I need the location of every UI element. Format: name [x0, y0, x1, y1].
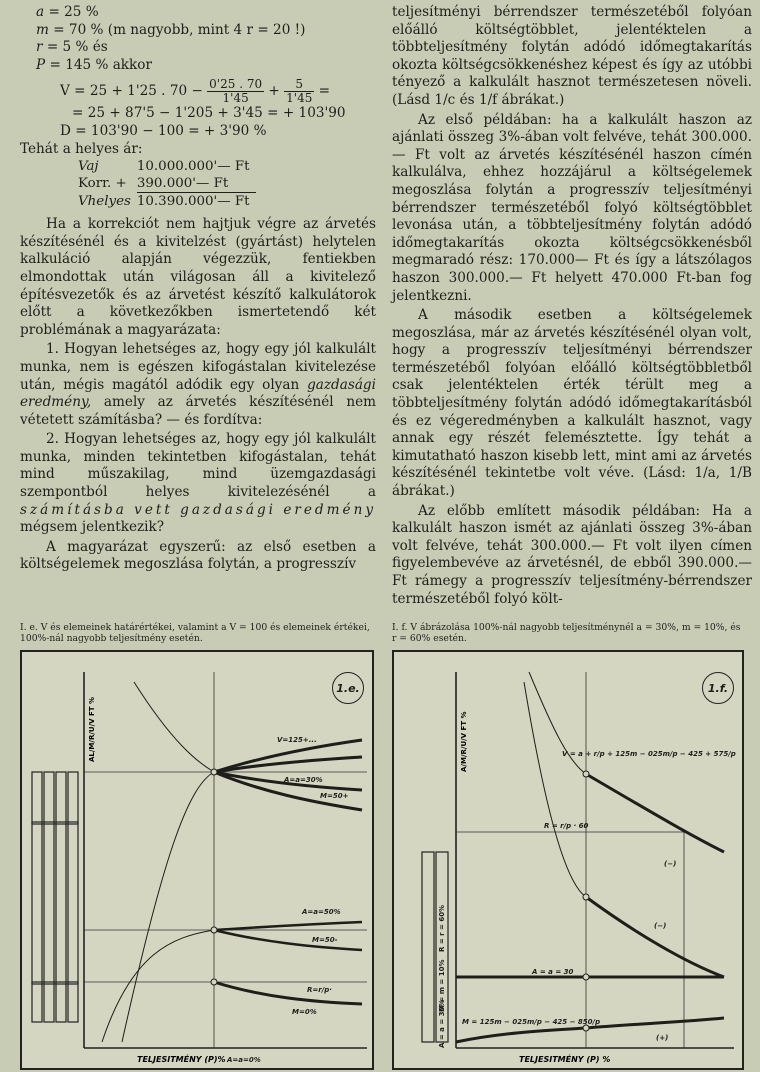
figure-plot [20, 650, 374, 1070]
y-axis-label: AL/M/R/U/V FT % [88, 696, 96, 762]
fraction-2: $\frac{5}{1'45}$ [286, 77, 313, 106]
sign-label: (−) [654, 922, 667, 930]
formula-v-result: = 25 + 87'5 − 1'205 + 3'45 = + 103'90 [72, 105, 346, 122]
curve-label: M = 125m − 025m/p − 425 − 850/p [462, 1018, 601, 1026]
curve-label: V = a + r/p + 125m − 025m/p − 425 + 575/p [562, 750, 736, 758]
curve-label: A = a = 30 [532, 968, 574, 976]
right-text-column [392, 4, 752, 608]
param-r: r = 5 % és [36, 39, 108, 56]
side-label: A = a = 30% [438, 999, 446, 1048]
curve-label: V=125+... [277, 736, 317, 744]
param-m: m = 70 % (m nagyobb, mint 4 r = 20 !) [36, 21, 306, 38]
figure-1e-svg [22, 652, 372, 1064]
figure-caption: I. e. V és elemeinek határértékei, valamint a V = 100 és elemeinek értékei, 100%-nál nagyobb teljesítmény esetén. [20, 622, 370, 644]
figure-badge: 1.e. [332, 672, 364, 704]
price-table [78, 158, 256, 210]
price-row: Korr. + 390.000'— Ft [78, 175, 256, 193]
formula-v: V = 25 + 1'25 . 70 − $\frac{0'25 . 70}{1'45}$ + $\frac{5}{1'45}$ = [60, 77, 331, 106]
curve-label: A=a=30% [284, 776, 323, 784]
question-1: 1. Hogyan lehetséges az, hogy egy jól kalkulált munka, nem is egészen kifogástalan kivitelezése után, mégis magától adódik egy olyan gazdasági eredmény, amely az árvetés készítésénél nem vétetett számításba? — és fordítva: [20, 341, 377, 428]
formula-d: D = 103'90 − 100 = + 3'90 % [60, 122, 267, 139]
question-2: 2. Hogyan lehetséges az, hogy egy jól kalkulált munka, minden tekintetben kifogástalan, tehát mind műszakilag, mind üzemgazdasági szempontból helyes kivitelezésénél a számításba vett gazdasági eredmény mégsem jelentkezik? [20, 431, 377, 536]
left-text-column [20, 4, 376, 574]
curve-label: A=a=50% [302, 908, 341, 916]
parameter-list [36, 4, 376, 74]
y-axis-label: A/M/R/U/V FT % [460, 711, 468, 772]
side-labels [438, 905, 446, 1048]
paragraph: teljesítményi bérrendszer természetéből folyóan előálló költségtöbblet, jelentéktelen a többteljesítmény folytán adódó időmegtakarítás okozta költségcsökkenéshez képest és így az utóbbi tényező a kalkulált hasznot természetesen növeli. (Lásd 1/c és 1/f ábrákat.) [392, 4, 752, 108]
sign-label: (+) [656, 1034, 669, 1042]
price-row: Vaj 10.000.000'— Ft [78, 159, 250, 175]
paragraph: Az első példában: ha a kalkulált haszon az ajánlati összeg 3%-ában volt felvéve, tehát 300.000.— Ft volt az árvetés készítésénél haszon címén kalkulálva, ehhez hozzájárul a költségelemek megoszlása folytán a progresszív teljesítményi bérrendszer természetéből folyó költségtöbblet levonása után, a többteljesítmény folytán adódó időmegtakarítás okozta költségcsökkenésből megmaradó rész: 170.000— Ft és így a látszólagos haszon 300.000.— Ft helyett 470.000 Ft-ban fog jelentkezni. [392, 111, 752, 304]
figure-badge: 1.f. [702, 672, 734, 704]
sign-label: (−) [664, 860, 677, 868]
figure-plot [392, 650, 744, 1070]
paragraph: A második esetben a költségelemek megoszlása, már az árvetés készítésénél olyan volt, hogy a progresszív teljesítményi bérrendszer természetéből folyóan előálló költségtöbbletből csak jelentéktelen érték térült meg a többteljesítmény folytán adódó időmegtakarításból és ez végeredményben a kalkulált hasznot, vagy annak egy részét felemésztette. Így tehát a kimutatható haszon kisebb lett, mint ami az árvetés készítésénél tekintetbe volt véve. (Lásd: 1/a, 1/B ábrákat.) [392, 307, 752, 500]
grid-lines [456, 672, 724, 1048]
paragraph: A magyarázat egyszerű: az első esetben a költségelemek megoszlása folytán, a progresszív [20, 538, 376, 573]
curve-label: M=50- [312, 936, 338, 944]
stacked-bars [32, 772, 78, 1022]
fraction-1: $\frac{0'25 . 70}{1'45}$ [209, 77, 263, 106]
paragraph: Az előbb említett második példában: Ha a kalkulált haszon ismét az ajánlati összeg 3%-ában volt felvéve, tehát 300.000.— Ft volt ilyen címen figyelembevéve az árvetésnél, de ebből 390.000.— Ft rámegy a progresszív teljesítmény-bérrendszer természetéből folyó költ- [392, 502, 752, 607]
figure-1f-svg [394, 652, 742, 1064]
side-label: R = r = 60% [438, 904, 446, 952]
correct-price-label: Tehát a helyes ár: [20, 140, 143, 157]
curve-label: M=50+ [320, 792, 349, 800]
axes [456, 672, 734, 1048]
paragraph: Ha a korrekciót nem hajtjuk végre az árvetés készítésénél és a kivitelzést (gyártást) helytelen kalkuláció alapján végezzük, fentiekben elmondottak után világosan áll a kivitelező építésvezetők és az árvetést készítő kalkulátorok előtt a következőkben ismertetendő két problémának a magyarázata: [20, 216, 376, 338]
figure-1e [20, 622, 374, 1070]
curve-label: M=0% [292, 1008, 317, 1016]
param-p: P = 145 % akkor [36, 56, 152, 73]
curve-label: A=a=0% [227, 1056, 261, 1064]
figure-1f [392, 622, 744, 1070]
x-axis-label: TELJESITMÉNY (P) % [519, 1055, 611, 1064]
param-a: a = 25 % [36, 4, 99, 20]
curve-labels [462, 750, 736, 1042]
curve-label: R=r/p· [307, 986, 332, 994]
price-row: Vhelyes 10.390.000'— Ft [78, 193, 250, 210]
side-label: M = m = 10% [438, 959, 446, 1012]
curve-label: R = r/p · 60 [544, 822, 589, 830]
curve-labels [226, 736, 349, 1064]
figure-caption: I. f. V ábrázolása 100%-nál nagyobb teljesítménynél a = 30%, m = 10%, és r = 60% esetén. [392, 622, 741, 644]
x-axis-label: TELJESITMÉNY (P)% [137, 1055, 226, 1064]
